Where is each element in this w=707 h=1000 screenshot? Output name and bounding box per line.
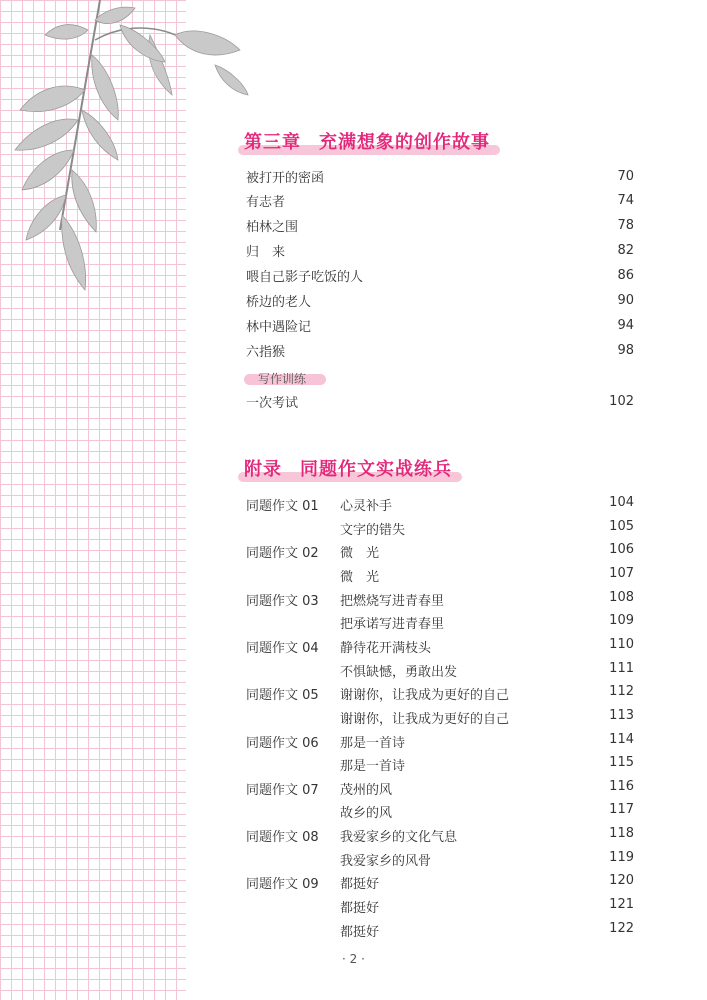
appendix-entry-title: 那是一首诗	[340, 735, 406, 751]
appendix-entry-page: 107	[609, 565, 634, 581]
toc-entry-page: 90	[617, 293, 634, 308]
toc-entry-page: 86	[617, 268, 634, 284]
toc-row[interactable]	[246, 190, 634, 212]
toc-entry-title: 归 来	[246, 245, 286, 261]
appendix-entry-title: 文字的错失	[340, 522, 406, 538]
appendix-row[interactable]	[246, 516, 634, 538]
appendix-group-label: 同题作文 03	[246, 593, 319, 609]
appendix-row[interactable]	[246, 776, 634, 798]
appendix-row[interactable]	[246, 799, 634, 821]
appendix-entry-title: 心灵补手	[340, 499, 393, 514]
appendix-entry-title: 微 光	[340, 569, 380, 585]
toc-entry-title: 一次考试	[246, 395, 299, 411]
toc-row[interactable]	[246, 240, 634, 262]
appendix-title: 同题作文实战练兵	[300, 459, 452, 480]
toc-row[interactable]	[246, 290, 634, 312]
appendix-row[interactable]	[246, 539, 634, 561]
appendix-entry-page: 122	[609, 920, 634, 936]
appendix-row[interactable]	[246, 823, 634, 845]
appendix-group-label: 同题作文 09	[246, 877, 319, 893]
toc-row[interactable]	[246, 265, 634, 287]
appendix-row[interactable]	[246, 610, 634, 632]
toc-entry-page: 94	[617, 317, 634, 333]
appendix-entry-title: 都挺好	[340, 877, 380, 893]
toc-entry-page: 74	[617, 193, 634, 209]
appendix-row[interactable]	[246, 681, 634, 703]
chapter3-heading	[244, 126, 490, 156]
appendix-row[interactable]	[246, 729, 634, 751]
appendix-entry-page: 113	[609, 707, 634, 723]
appendix-entry-page: 108	[609, 589, 634, 605]
toc-entry-title: 被打开的密函	[246, 170, 325, 186]
appendix-entry-title: 都挺好	[340, 924, 380, 940]
appendix-entry-page: 118	[609, 826, 634, 842]
appendix-entry-title: 谢谢你，让我成为更好的自己	[340, 688, 510, 704]
appendix-group-label: 同题作文 07	[246, 782, 319, 798]
appendix-entry-page: 117	[609, 802, 634, 818]
toc-entry-title: 林中遇险记	[246, 319, 312, 335]
toc-entry-title: 柏林之围	[246, 220, 299, 236]
appendix-entry-page: 104	[609, 495, 634, 510]
appendix-row[interactable]	[246, 918, 634, 940]
appendix-group-label: 同题作文 02	[246, 546, 319, 562]
appendix-row[interactable]	[246, 705, 634, 727]
appendix-row[interactable]	[246, 847, 634, 869]
appendix-entry-page: 110	[609, 636, 634, 652]
leaf-branch-decoration	[0, 0, 260, 320]
appendix-entry-title: 静待花开满枝头	[340, 640, 432, 656]
training-tag	[246, 369, 320, 387]
toc-entry-title: 桥边的老人	[246, 295, 312, 310]
toc-entry-title: 六指猴	[246, 344, 286, 360]
appendix-entry-page: 105	[609, 518, 634, 534]
toc-entry-page: 102	[609, 393, 634, 409]
appendix-group-label: 同题作文 06	[246, 735, 319, 751]
appendix-group-label: 同题作文 01	[246, 499, 319, 514]
appendix-entry-page: 116	[609, 778, 634, 794]
appendix-entry-page: 106	[609, 542, 634, 558]
appendix-entry-title: 把燃烧写进青春里	[340, 593, 445, 609]
toc-entry-page: 82	[617, 243, 634, 259]
appendix-entry-page: 111	[609, 660, 634, 676]
toc-entry-page: 98	[617, 342, 634, 358]
appendix-row[interactable]	[246, 563, 634, 585]
appendix-group-label: 同题作文 05	[246, 688, 319, 704]
appendix-entry-page: 114	[609, 731, 634, 747]
appendix-group-label: 同题作文 04	[246, 640, 319, 656]
chapter3-label: 第三章	[244, 132, 301, 153]
toc-row[interactable]	[246, 165, 634, 187]
appendix-row[interactable]	[246, 634, 634, 656]
appendix-group-label: 同题作文 08	[246, 830, 319, 846]
appendix-entry-title: 微 光	[340, 546, 380, 562]
appendix-entry-title: 我爱家乡的文化气息	[340, 830, 458, 846]
chapter3-title: 充满想象的创作故事	[319, 132, 490, 153]
appendix-entry-title: 不惧缺憾，勇敢出发	[340, 664, 458, 680]
appendix-row[interactable]	[246, 894, 634, 916]
toc-entry-page: 70	[617, 168, 634, 184]
appendix-entry-title: 茂州的风	[340, 782, 393, 798]
toc-row[interactable]	[246, 339, 634, 361]
appendix-entry-title: 都挺好	[340, 901, 380, 917]
appendix-entry-page: 121	[609, 897, 634, 913]
appendix-entry-title: 故乡的风	[340, 806, 393, 822]
training-tag-label: 写作训练	[258, 372, 307, 386]
appendix-entry-title: 我爱家乡的风骨	[340, 853, 432, 869]
toc-row-training[interactable]	[246, 390, 634, 412]
appendix-entry-page: 112	[609, 684, 634, 700]
toc-row[interactable]	[246, 314, 634, 336]
appendix-row[interactable]	[246, 752, 634, 774]
appendix-row[interactable]	[246, 870, 634, 892]
toc-entry-title: 喂自己影子吃饭的人	[246, 270, 364, 286]
toc-entry-page: 78	[617, 218, 634, 234]
page-number: · 2 ·	[342, 952, 365, 966]
appendix-entry-title: 把承诺写进青春里	[340, 617, 445, 633]
appendix-entry-title: 那是一首诗	[340, 759, 406, 775]
appendix-label: 附录	[244, 459, 282, 480]
appendix-entry-page: 109	[609, 613, 634, 629]
appendix-row[interactable]	[246, 587, 634, 609]
appendix-row[interactable]	[246, 492, 634, 514]
toc-entry-title: 有志者	[246, 195, 286, 211]
appendix-entry-page: 115	[609, 755, 634, 771]
appendix-entry-page: 119	[609, 849, 634, 865]
appendix-heading	[244, 453, 452, 483]
appendix-entry-page: 120	[609, 873, 634, 889]
toc-row[interactable]	[246, 215, 634, 237]
appendix-row[interactable]	[246, 658, 634, 680]
appendix-entry-title: 谢谢你，让我成为更好的自己	[340, 711, 510, 727]
